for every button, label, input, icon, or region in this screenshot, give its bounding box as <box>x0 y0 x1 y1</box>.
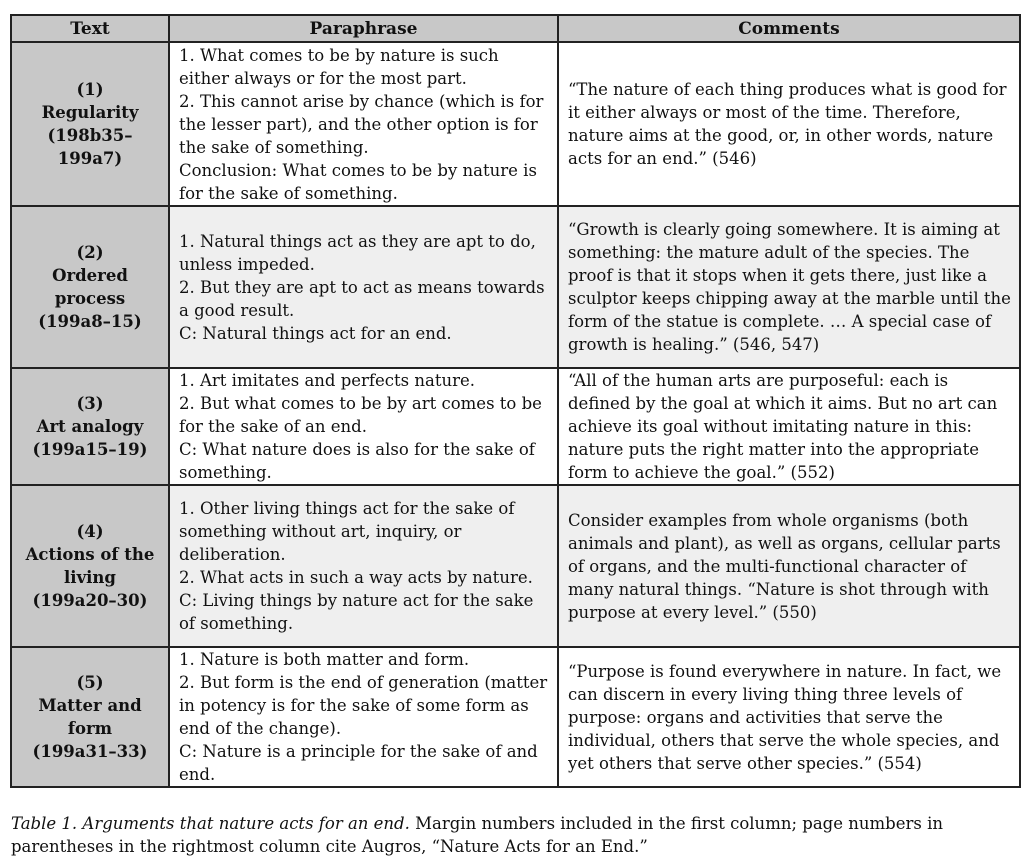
header-text: Text <box>11 15 169 42</box>
table-caption <box>11 812 1021 858</box>
caption-body: Margin numbers included in the first column; page numbers in parentheses in the rightmost column cite Augros, “Nature Acts for an End.” <box>11 814 943 856</box>
paraphrase-cell: 1. Natural things act as they are apt to do, unless impeded. 2. But they are apt to act as means towards a good result. C: Natural things act for an end. <box>169 206 558 368</box>
table-row <box>11 647 1020 787</box>
header-paraphrase: Paraphrase <box>169 15 558 42</box>
paraphrase-cell: 1. What comes to be by nature is such either always or for the most part. 2. This cannot arise by chance (which is for the lesser part), and the other option is for the sake of something. Conclusion: What comes to be by nature is for the sake of something. <box>169 42 558 206</box>
text-cell: (5) Matter and form (199a31–33) <box>11 647 169 787</box>
paraphrase-cell: 1. Nature is both matter and form. 2. But form is the end of generation (matter in potency is for the sake of some form as end of the change). C: Nature is a principle for the sake of and end. <box>169 647 558 787</box>
paraphrase-cell: 1. Art imitates and perfects nature. 2. But what comes to be by art comes to be for the sake of an end. C: What nature does is also for the sake of something. <box>169 368 558 485</box>
header-comments: Comments <box>558 15 1020 42</box>
comment-cell: “Purpose is found everywhere in nature. In fact, we can discern in every living thing three levels of purpose: organs and activities that serve the individual, others that serve the whole species, and yet others that serve other species.” (554) <box>558 647 1020 787</box>
text-cell: (2) Ordered process (199a8–15) <box>11 206 169 368</box>
comment-cell: “All of the human arts are purposeful: each is defined by the goal at which it aims. But no art can achieve its goal without imitating nature in this: nature puts the right matter into the appropriate form to achieve the goal.” (552) <box>558 368 1020 485</box>
comment-cell: “The nature of each thing produces what is good for it either always or most of the time. Therefore, nature aims at the good, or, in other words, nature acts for an end.” (546) <box>558 42 1020 206</box>
caption-title: Table 1. Arguments that nature acts for an end. <box>11 814 410 833</box>
header-row <box>11 15 1020 42</box>
paraphrase-cell: 1. Other living things act for the sake of something without art, inquiry, or deliberation. 2. What acts in such a way acts by nature. C: Living things by nature act for the sake of something. <box>169 485 558 647</box>
arguments-table <box>10 14 1021 788</box>
text-cell: (1) Regularity (198b35– 199a7) <box>11 42 169 206</box>
table-row <box>11 485 1020 647</box>
comment-cell: Consider examples from whole organisms (both animals and plant), as well as organs, cellular parts of organs, and the multi-functional character of many natural things. “Nature is shot through with purpose at every level.” (550) <box>558 485 1020 647</box>
table-row <box>11 206 1020 368</box>
text-cell: (4) Actions of the living (199a20–30) <box>11 485 169 647</box>
table-row <box>11 42 1020 206</box>
table-row <box>11 368 1020 485</box>
comment-cell: “Growth is clearly going somewhere. It is aiming at something: the mature adult of the species. The proof is that it stops when it gets there, just like a sculptor keeps chipping away at the marble until the form of the statue is complete. … A special case of growth is healing.” (546, 547) <box>558 206 1020 368</box>
text-cell: (3) Art analogy (199a15–19) <box>11 368 169 485</box>
